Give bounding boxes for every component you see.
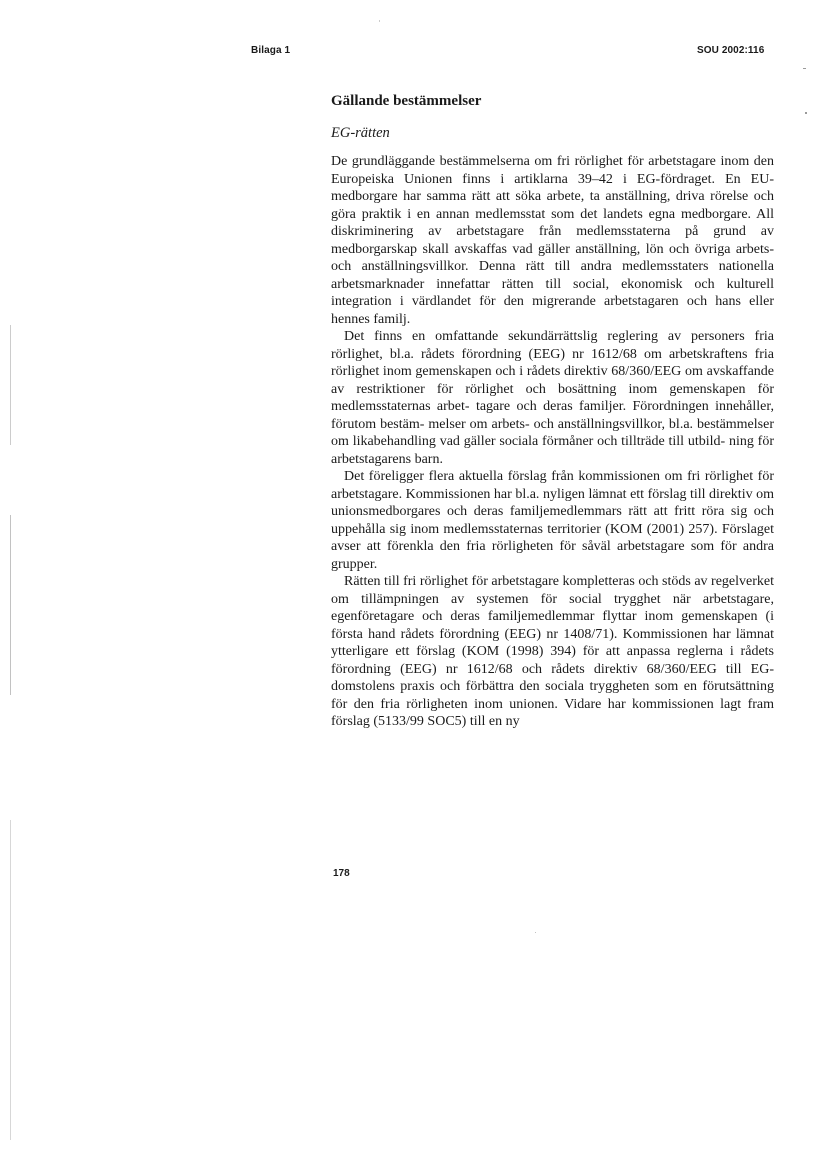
- scan-artifact-left-edge-1: [10, 325, 11, 445]
- paragraph-2: Det finns en omfattande sekundärrättslig reglering av personers fria rörlighet, bl.a. rådets förordning (EEG) nr 1612/68 om arbetskraftens fria rörlighet inom gemenskapen och i rådets direktiv 68/360/EEG om avskaffande av restriktioner för rörlighet och bosättning inom gemenskapen för medlemsstaternas arbet- tagare och deras familjer. Förordningen innehåller, förutom bestäm- melser om arbets- och anställningsvillkor, bl.a. bestämmelser om likabehandling vad gäller sociala förmåner och tillträde till utbild- ning för arbetstagarens barn.: [331, 329, 774, 467]
- page-number: 178: [333, 868, 350, 879]
- scan-artifact-bottom-dot: [535, 932, 536, 933]
- scan-artifact-right-dot-2: [805, 112, 807, 114]
- paragraph-1: De grundläggande bestämmelserna om fri rörlighet för arbetstagare inom den Europeiska Unionen finns i artiklarna 39–42 i EG-fördraget. En EU-medborgare har samma rätt att söka arbete, ta anställning, driva rörelse och göra praktik i en annan medlemsstat som det landets egna medborgare. All diskriminering av arbetstagare från medlemsstaterna på grund av medborgarskap skall avskaffas vad gäller anställning, lön och övriga arbets- och anställningsvillkor. Denna rätt till andra medlemsstaters nationella arbetsmarknader innefattar rätten till social, ekonomisk och kulturell integration i värdlandet för den migrerande arbetstagaren och hans eller hennes familj.: [331, 154, 774, 327]
- subsection-heading: EG-rätten: [331, 125, 390, 141]
- appendix-label: Bilaga 1: [251, 45, 291, 56]
- section-heading: Gällande bestämmelser: [331, 93, 482, 109]
- scan-artifact-right-dot-1: [803, 68, 806, 69]
- scan-artifact-left-edge-3: [10, 820, 11, 1140]
- scan-artifact-top-dot: [379, 20, 380, 22]
- body-text: [331, 153, 774, 731]
- paragraph-4: Rätten till fri rörlighet för arbetstagare kompletteras och stöds av regelverket om tillämpningen av systemen för social trygghet när arbetstagare, egenföretagare och deras familjemedlemmar flyttar inom gemenskapen (i första hand rådets förordning (EEG) nr 1408/71). Kommissionen har lämnat ytterligare ett förslag (KOM (1998) 394) för att anpassa reglerna i rådets förordning (EEG) nr 1612/68 och rådets direktiv 68/360/EEG till EG-domstolens praxis och förbättra den sociala tryggheten som en förutsättning för den fria rörligheten inom unionen. Vidare har kommissionen lagt fram förslag (5133/99 SOC5) till en ny: [331, 574, 774, 729]
- scan-artifact-left-edge-2: [10, 515, 11, 695]
- document-reference: SOU 2002:116: [697, 45, 765, 56]
- paragraph-3: Det föreligger flera aktuella förslag från kommissionen om fri rörlighet för arbetstagare. Kommissionen har bl.a. nyligen lämnat ett förslag till direktiv om unionsmedborgares och deras familjemedlemmars rätt att fritt röra sig och uppehålla sig inom medlemsstaternas territorier (KOM (2001) 257). Förslaget avser att förenkla den fria rörligheten för såväl arbetstagare som för andra grupper.: [331, 469, 774, 572]
